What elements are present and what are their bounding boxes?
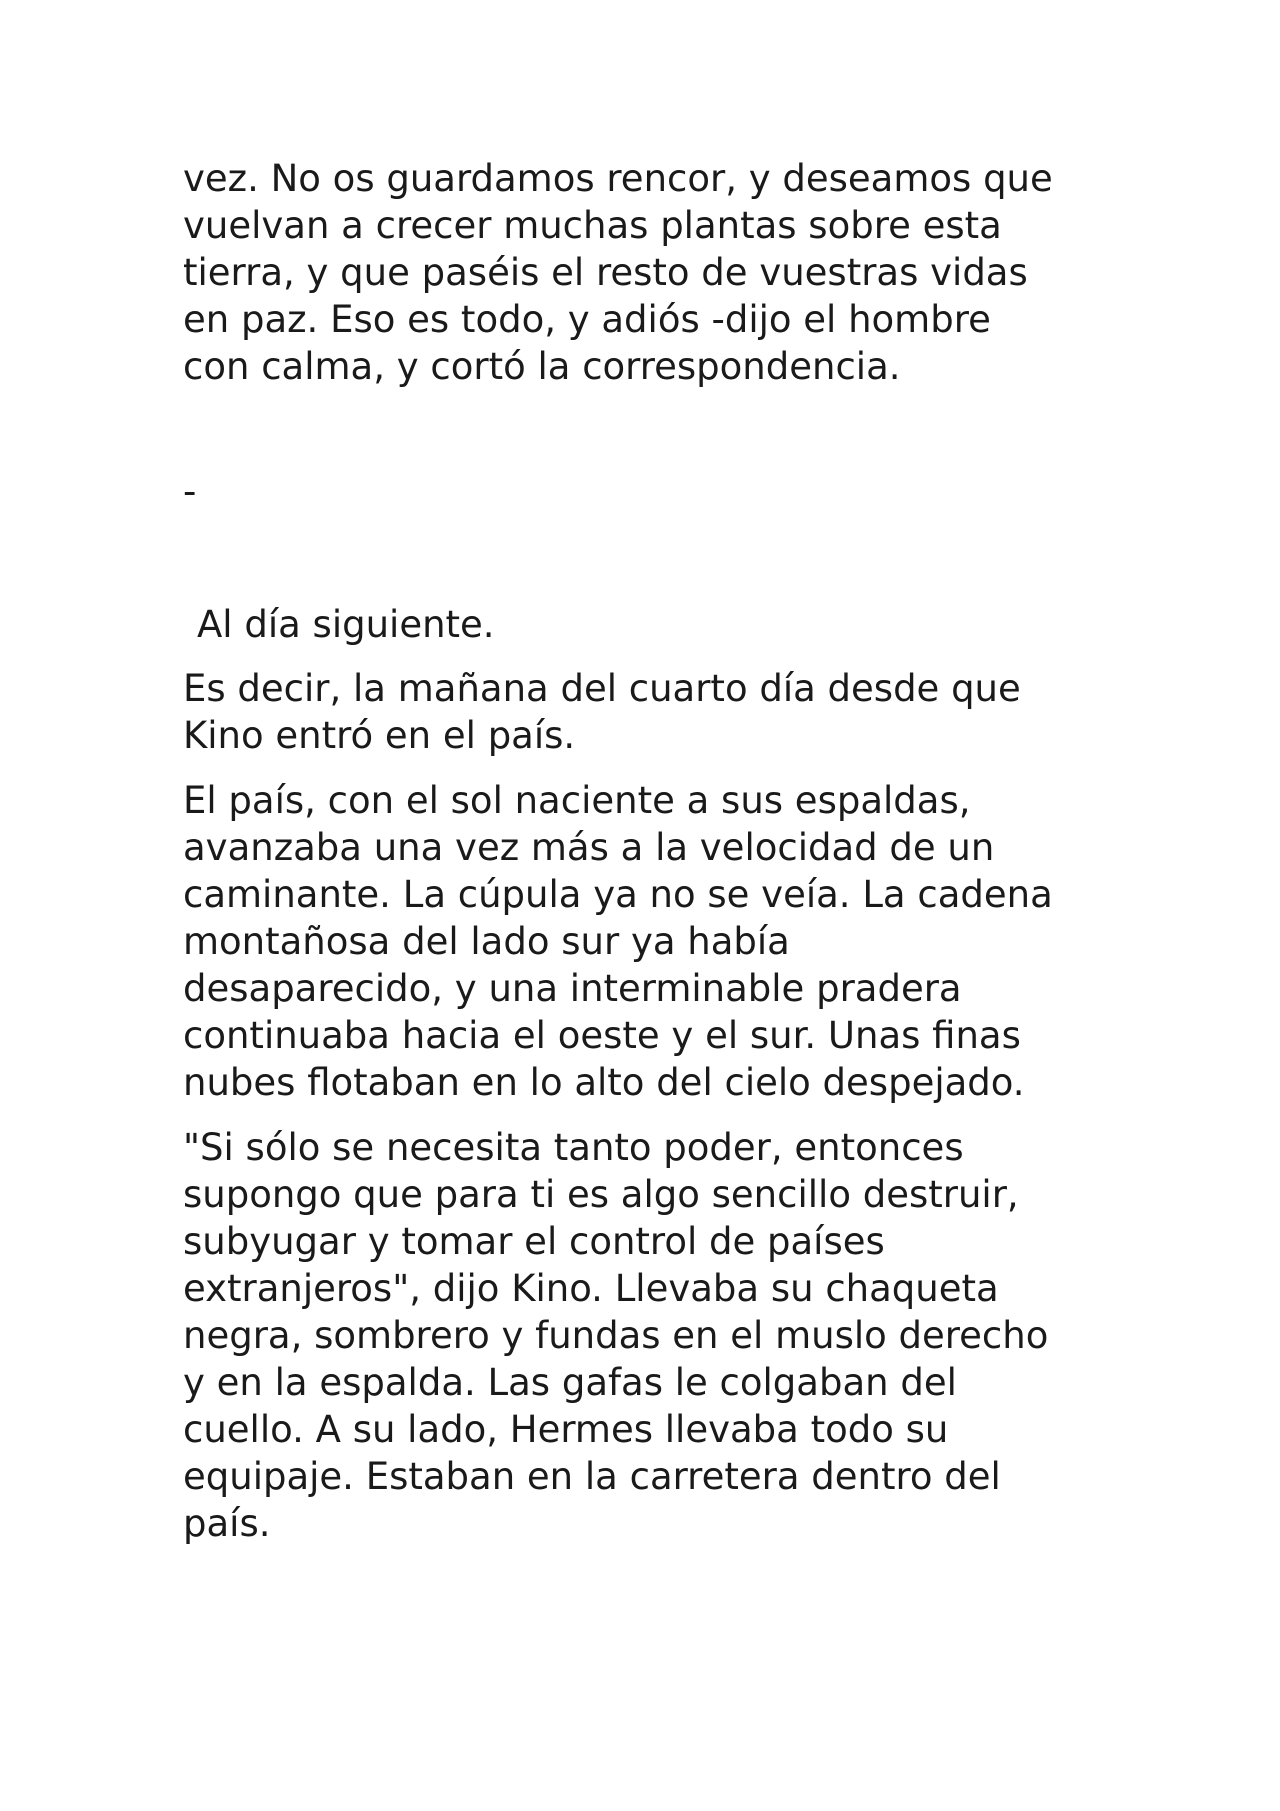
text-line: cuello. A su lado, Hermes llevaba todo su <box>183 1408 949 1451</box>
text-line: caminante. La cúpula ya no se veía. La cadena <box>183 873 1053 916</box>
text-line: país. <box>183 1502 271 1545</box>
paragraph-fourth-day <box>183 665 1123 759</box>
text-line: continuaba hacia el oeste y el sur. Unas finas <box>183 1014 1021 1057</box>
text-line: extranjeros", dijo Kino. Llevaba su chaqueta <box>183 1267 999 1310</box>
text-line: con calma, y cortó la correspondencia. <box>183 345 901 388</box>
text-line: supongo que para ti es algo sencillo destruir, <box>183 1173 1019 1216</box>
text-line: avanzaba una vez más a la velocidad de un <box>183 826 995 869</box>
text-line: montañosa del lado sur ya había <box>183 920 790 963</box>
text-line: en paz. Eso es todo, y adiós -dijo el hombre <box>183 298 991 341</box>
text-line: Kino entró en el país. <box>183 714 576 757</box>
separator-dash: - <box>183 470 197 513</box>
text-line: Al día siguiente. <box>197 603 495 646</box>
text-line: Es decir, la mañana del cuarto día desde que <box>183 667 1021 710</box>
text-line: tierra, y que paséis el resto de vuestras vidas <box>183 251 1028 294</box>
paragraph-closing-speech <box>183 155 1123 390</box>
text-line: y en la espalda. Las gafas le colgaban del <box>183 1361 957 1404</box>
text-line: equipaje. Estaban en la carretera dentro del <box>183 1455 1001 1498</box>
text-line: subyugar y tomar el control de países <box>183 1220 885 1263</box>
text-line: vuelvan a crecer muchas plantas sobre esta <box>183 204 1002 247</box>
text-line: negra, sombrero y fundas en el muslo derecho <box>183 1314 1049 1357</box>
paragraph-next-day <box>197 601 1137 648</box>
paragraph-landscape <box>183 777 1123 1106</box>
text-line: nubes flotaban en lo alto del cielo despejado. <box>183 1061 1025 1104</box>
text-line: vez. No os guardamos rencor, y deseamos que <box>183 157 1053 200</box>
text-line: "Si sólo se necesita tanto poder, entonces <box>183 1126 964 1169</box>
section-separator <box>183 468 1123 515</box>
text-line: El país, con el sol naciente a sus espaldas, <box>183 779 971 822</box>
paragraph-kino-dialogue <box>183 1124 1123 1547</box>
text-line: desaparecido, y una interminable pradera <box>183 967 962 1010</box>
